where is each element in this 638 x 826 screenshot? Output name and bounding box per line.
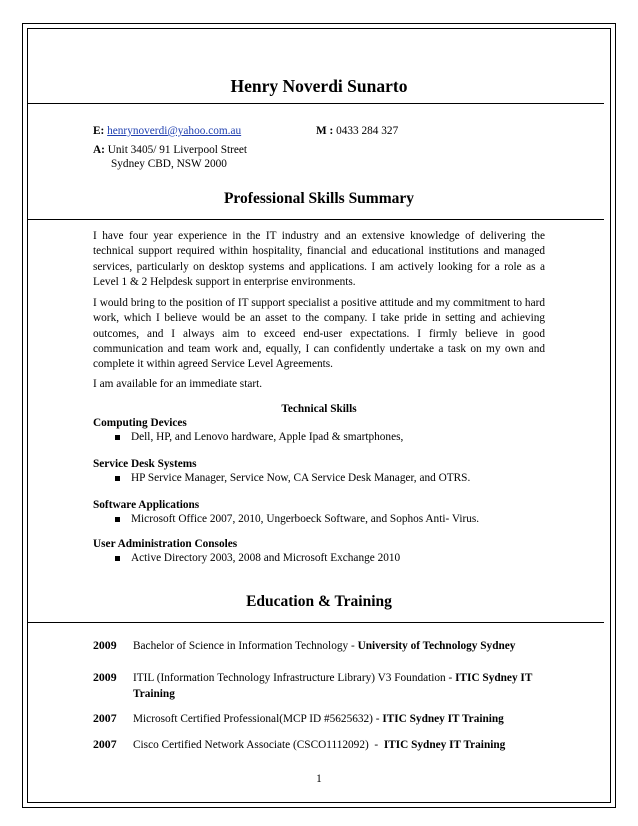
education-entry-2 xyxy=(133,670,543,702)
email-link[interactable]: henrynoverdi@yahoo.com.au xyxy=(107,125,242,137)
technical-skills-title: Technical Skills xyxy=(281,403,357,415)
bullet-square-icon xyxy=(115,435,120,440)
address-line-1 xyxy=(93,143,247,158)
education-title: Education & Training xyxy=(246,593,392,610)
summary-paragraph-2 xyxy=(93,296,545,372)
email-line xyxy=(93,124,241,139)
education-entry-text: Cisco Certified Network Associate (CSCO1112092) - xyxy=(133,739,384,751)
address-label: A: xyxy=(93,144,105,156)
summary-text-3: I am available for an immediate start. xyxy=(93,378,263,390)
education-year-2: 2009 xyxy=(93,670,117,684)
skill-item-software xyxy=(115,513,479,525)
name-divider xyxy=(27,103,604,104)
summary-text-2: I would bring to the position of IT support specialist a positive attitude and my commitment to hard work, which I believe would be an asset to the company. I take pride in setting and achieving outcomes, and I always aim to exceed end-user expectations. I firmly believe in good communication and team work and, equally, I can confidently undertake a task on my own and complete it within agreed Service Level Agreements. xyxy=(93,297,545,371)
bullet-square-icon xyxy=(115,476,120,481)
mobile-number: 0433 284 327 xyxy=(336,125,399,137)
mobile-label: M : xyxy=(316,125,334,137)
education-entry-4 xyxy=(133,737,553,753)
education-entry-text: Bachelor of Science in Information Technology - xyxy=(133,640,358,652)
education-entry-3 xyxy=(133,711,553,727)
address-street: Unit 3405/ 91 Liverpool Street xyxy=(107,144,248,156)
education-entry-text: ITIL (Information Technology Infrastructure Library) V3 Foundation - xyxy=(133,672,456,684)
summary-title: Professional Skills Summary xyxy=(223,190,415,207)
skill-item-text: HP Service Manager, Service Now, CA Service Desk Manager, and OTRS. xyxy=(131,472,471,484)
education-entry-text: Microsoft Certified Professional(MCP ID #5625632) - xyxy=(133,713,383,725)
address-line-2: Sydney CBD, NSW 2000 xyxy=(111,158,227,170)
summary-paragraph-3 xyxy=(93,377,545,392)
skill-heading-software: Software Applications xyxy=(93,499,200,511)
summary-divider xyxy=(27,219,604,220)
page-number: 1 xyxy=(316,773,322,785)
education-year-1: 2009 xyxy=(93,638,117,652)
education-divider xyxy=(27,622,604,623)
bullet-square-icon xyxy=(115,556,120,561)
bullet-square-icon xyxy=(115,517,120,522)
skill-heading-computing-devices: Computing Devices xyxy=(93,417,187,429)
summary-paragraph-1 xyxy=(93,229,545,290)
skill-item-text: Microsoft Office 2007, 2010, Ungerboeck Software, and Sophos Anti- Virus. xyxy=(131,513,480,525)
skill-heading-user-admin: User Administration Consoles xyxy=(93,538,238,550)
skill-heading-service-desk: Service Desk Systems xyxy=(93,458,197,470)
candidate-name: Henry Noverdi Sunarto xyxy=(230,76,408,96)
education-year-3: 2007 xyxy=(93,711,117,725)
education-institution: ITIC Sydney IT Training xyxy=(383,739,506,751)
education-institution: ITIC Sydney IT Training xyxy=(133,672,533,700)
skill-item-computing-devices xyxy=(115,431,403,443)
education-institution: University of Technology Sydney xyxy=(357,640,516,652)
skill-item-service-desk xyxy=(115,472,470,484)
summary-text-1: I have four year experience in the IT industry and an extensive knowledge of delivering the technical support required within hospitality, financial and educational institutions and managed services, particularly on desktop systems and applications. I am actively looking for a role as a Level 1 & 2 Helpdesk support in enterprise environments. xyxy=(93,230,545,288)
education-institution: ITIC Sydney IT Training xyxy=(382,713,504,725)
education-entry-1 xyxy=(133,638,553,654)
email-label: E: xyxy=(93,125,105,137)
skill-item-text: Dell, HP, and Lenovo hardware, Apple Ipad & smartphones, xyxy=(131,431,404,443)
education-year-4: 2007 xyxy=(93,737,117,751)
mobile-line xyxy=(316,124,398,139)
skill-item-user-admin xyxy=(115,552,400,564)
skill-item-text: Active Directory 2003, 2008 and Microsoft Exchange 2010 xyxy=(131,552,401,564)
